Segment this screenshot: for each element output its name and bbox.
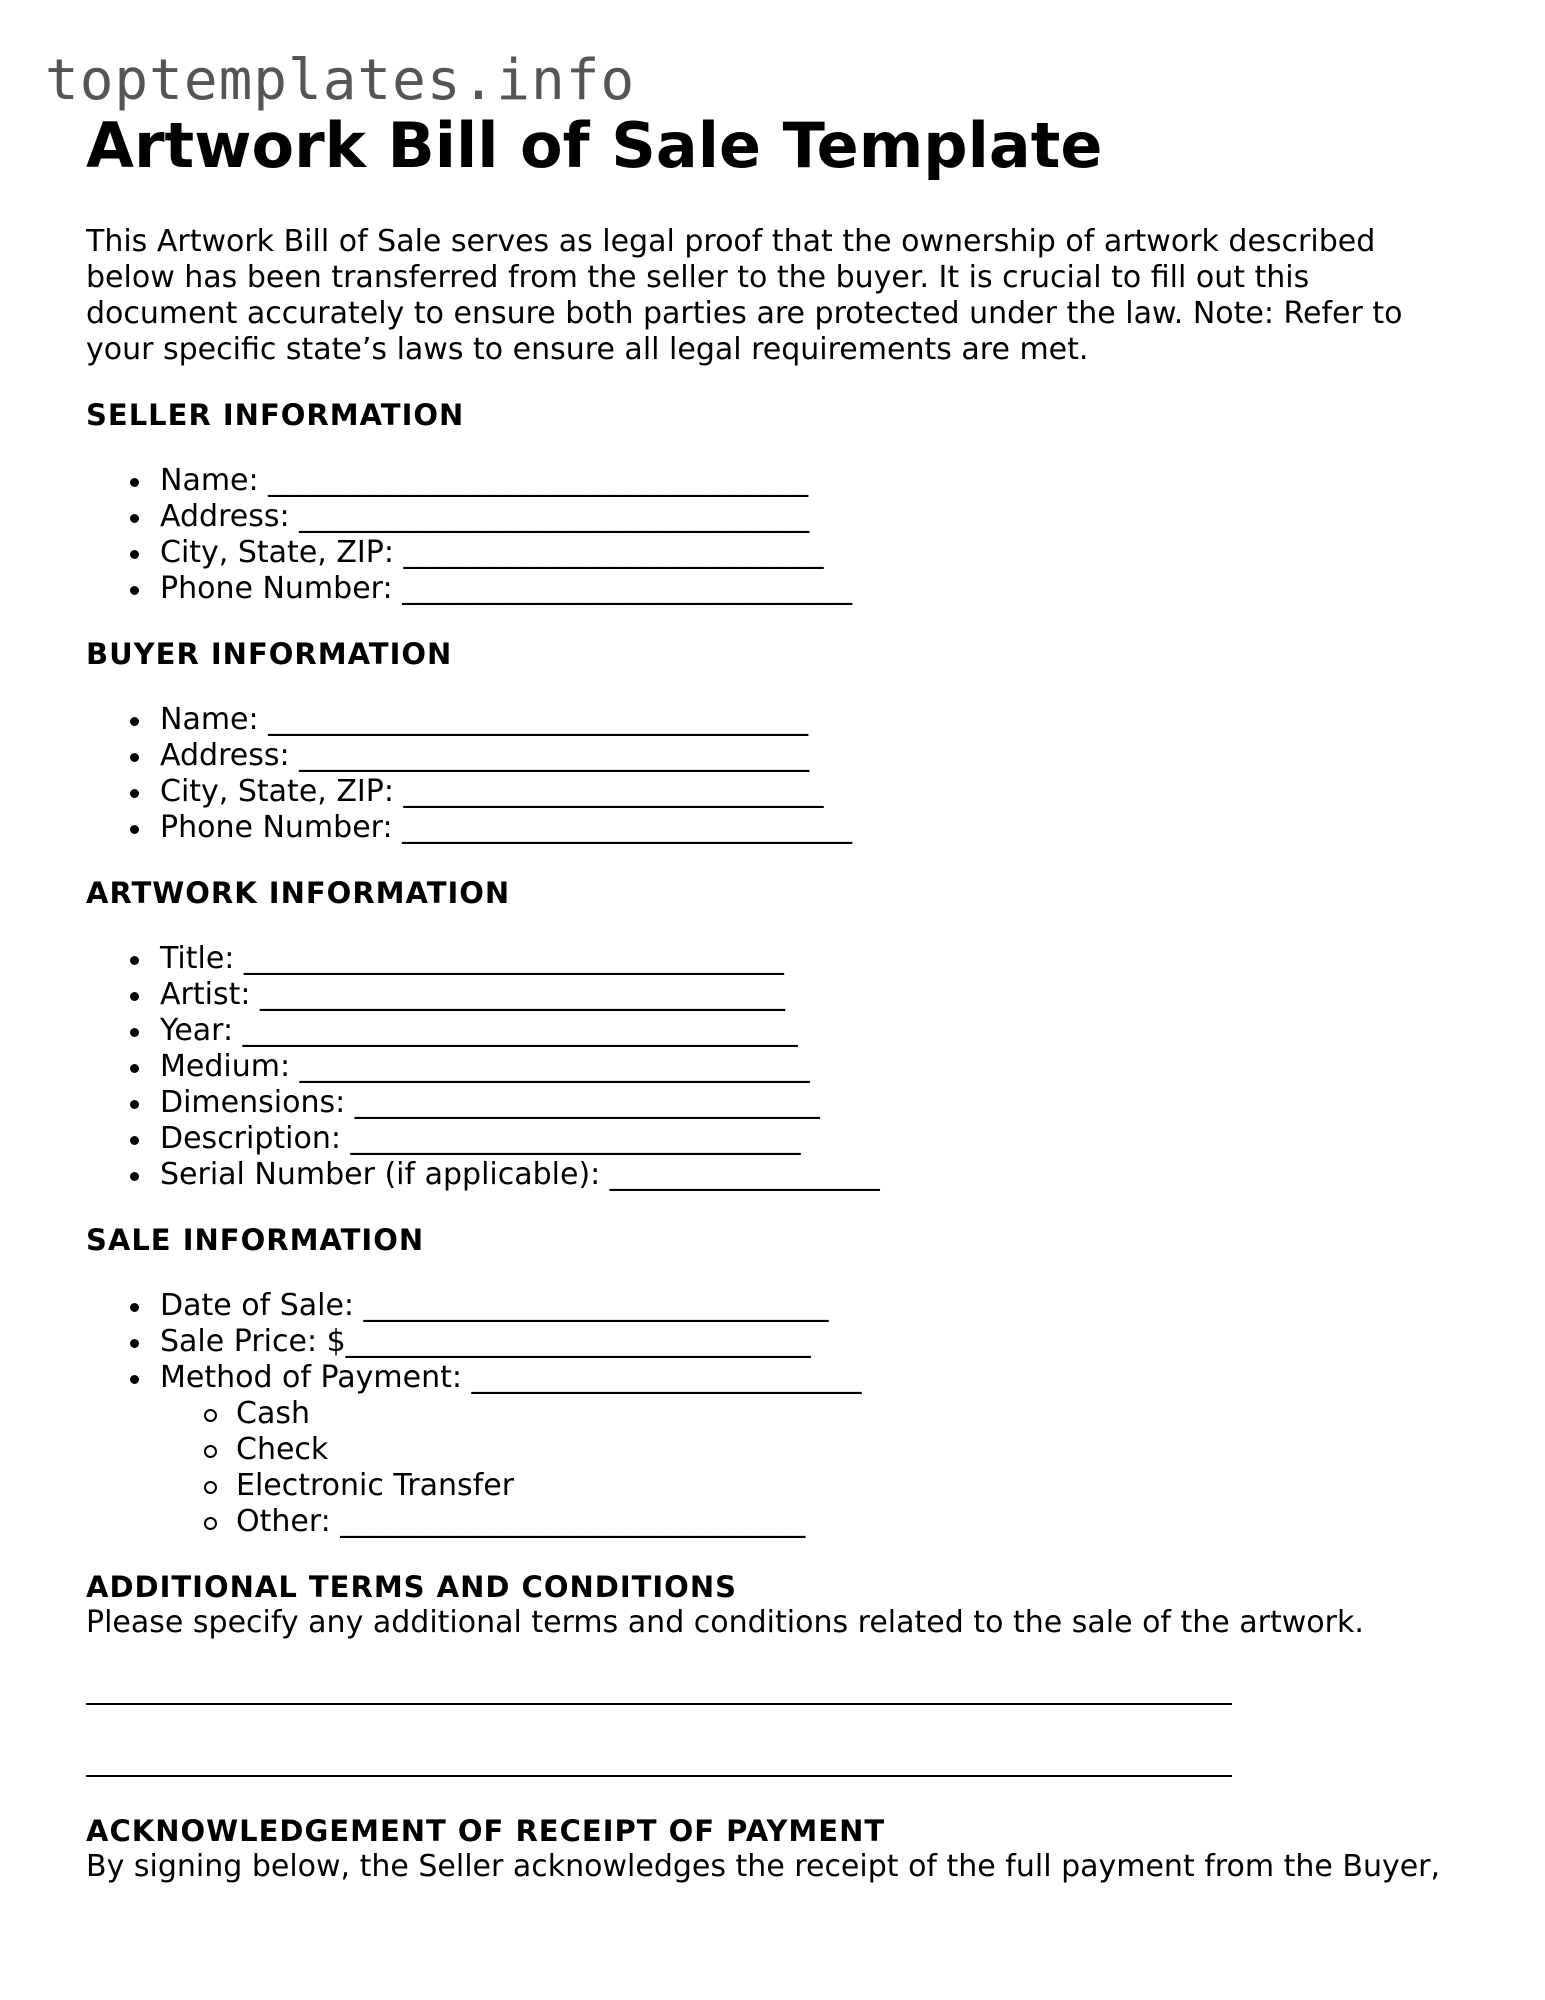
payment-option-electronic-transfer[interactable]: Electronic Transfer	[86, 1468, 1486, 1504]
artwork-fields	[86, 941, 1486, 1193]
buyer-fields	[86, 702, 1486, 846]
artwork-medium-field[interactable]: Medium: __________________________________	[86, 1049, 1486, 1085]
seller-city-state-zip-field[interactable]: City, State, ZIP: ____________________________	[86, 535, 1486, 571]
seller-name-field[interactable]: Name: ____________________________________	[86, 463, 1486, 499]
seller-section	[86, 397, 1486, 607]
buyer-heading: BUYER INFORMATION	[86, 637, 453, 671]
payment-options	[86, 1396, 1486, 1540]
terms-instructions: Please specify any additional terms and conditions related to the sale of the artwork.	[86, 1605, 1364, 1640]
payment-option-other[interactable]: Other: _______________________________	[86, 1504, 1486, 1540]
sale-section	[86, 1222, 1486, 1540]
buyer-name-field[interactable]: Name: ____________________________________	[86, 702, 1486, 738]
sale-heading: SALE INFORMATION	[86, 1223, 425, 1257]
terms-heading: ADDITIONAL TERMS AND CONDITIONS	[86, 1570, 737, 1604]
artwork-artist-field[interactable]: Artist: ___________________________________	[86, 977, 1486, 1013]
buyer-phone-field[interactable]: Phone Number: ______________________________	[86, 810, 1486, 846]
artwork-serial-number-field[interactable]: Serial Number (if applicable): __________________	[86, 1157, 1486, 1193]
watermark: toptemplates.info	[45, 48, 636, 113]
seller-address-field[interactable]: Address: __________________________________	[86, 499, 1486, 535]
sale-fields	[86, 1288, 1486, 1540]
sale-price-field[interactable]: Sale Price: $_______________________________	[86, 1324, 1486, 1360]
page-title: Artwork Bill of Sale Template	[86, 109, 1103, 182]
intro-paragraph: This Artwork Bill of Sale serves as legal proof that the ownership of artwork described below has been transferred from the seller to the buyer. It is crucial to fill out this document accurately to ensure both parties are protected under the law. Note: Refer to your specific state’s laws to ensure all legal requirements are met.	[86, 224, 1403, 367]
artwork-dimensions-field[interactable]: Dimensions: _______________________________	[86, 1085, 1486, 1121]
acknowledgement-text: By signing below, the Seller acknowledges the receipt of the full payment from the Buyer,	[86, 1849, 1441, 1884]
terms-blank-line-1[interactable]	[86, 1703, 1232, 1705]
artwork-description-field[interactable]: Description: ______________________________	[86, 1121, 1486, 1157]
sale-date-field[interactable]: Date of Sale: _______________________________	[86, 1288, 1486, 1324]
buyer-section	[86, 636, 1486, 846]
artwork-title-field[interactable]: Title: ____________________________________	[86, 941, 1486, 977]
artwork-year-field[interactable]: Year: _____________________________________	[86, 1013, 1486, 1049]
payment-option-cash[interactable]: Cash	[86, 1396, 1486, 1432]
terms-blank-line-2[interactable]	[86, 1775, 1232, 1777]
payment-method-field	[86, 1360, 1486, 1540]
seller-heading: SELLER INFORMATION	[86, 398, 465, 432]
acknowledgement-section	[86, 1813, 1486, 1885]
terms-section	[86, 1569, 1486, 1777]
payment-option-check[interactable]: Check	[86, 1432, 1486, 1468]
artwork-section	[86, 875, 1486, 1193]
artwork-heading: ARTWORK INFORMATION	[86, 876, 511, 910]
payment-method-label[interactable]: Method of Payment: __________________________	[160, 1360, 862, 1395]
buyer-city-state-zip-field[interactable]: City, State, ZIP: ____________________________	[86, 774, 1486, 810]
buyer-address-field[interactable]: Address: __________________________________	[86, 738, 1486, 774]
seller-fields	[86, 463, 1486, 607]
acknowledgement-heading: ACKNOWLEDGEMENT OF RECEIPT OF PAYMENT	[86, 1814, 886, 1848]
seller-phone-field[interactable]: Phone Number: ______________________________	[86, 571, 1486, 607]
document-body	[86, 104, 1486, 1885]
